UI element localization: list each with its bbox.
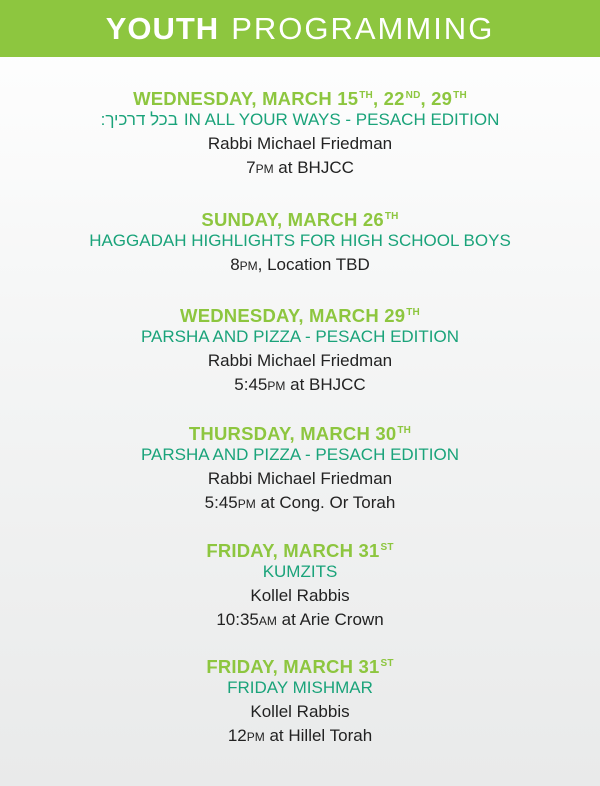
event-item (0, 652, 600, 748)
event-date: SUNDAY, MARCH 26TH (201, 209, 399, 230)
event-speaker: Rabbi Michael Friedman (207, 134, 393, 153)
event-item (0, 536, 600, 632)
page-header (0, 0, 600, 57)
event-date: WEDNESDAY, MARCH 15TH, 22ND, 29TH (133, 88, 467, 109)
event-speaker: Rabbi Michael Friedman (207, 351, 393, 370)
event-time: 12PM at Hillel Torah (227, 726, 373, 745)
header-title-bold: YOUTH (105, 10, 220, 46)
event-title: בכל דרכיך: IN ALL YOUR WAYS - PESACH EDITION (100, 110, 500, 129)
event-time: 7PM at BHJCC (246, 158, 354, 177)
event-title: PARSHA AND PIZZA - PESACH EDITION (140, 445, 460, 464)
event-title: FRIDAY MISHMAR (227, 678, 373, 697)
event-title: PARSHA AND PIZZA - PESACH EDITION (140, 327, 460, 346)
event-time: 5:45PM at Cong. Or Torah (204, 493, 396, 512)
event-speaker: Kollel Rabbis (250, 586, 350, 605)
event-hebrew-title: בכל דרכיך: (100, 110, 178, 129)
event-item (0, 301, 600, 397)
event-speaker: Rabbi Michael Friedman (207, 469, 393, 488)
event-speaker: Kollel Rabbis (250, 702, 350, 721)
event-date: WEDNESDAY, MARCH 29TH (180, 305, 420, 326)
event-time: 8PM, Location TBD (230, 255, 370, 274)
event-time: 10:35AM at Arie Crown (216, 610, 384, 629)
event-item (0, 205, 600, 277)
event-title: KUMZITS (262, 562, 338, 581)
event-date: FRIDAY, MARCH 31ST (206, 540, 394, 561)
event-title: HAGGADAH HIGHLIGHTS FOR HIGH SCHOOL BOYS (89, 231, 511, 250)
event-date: THURSDAY, MARCH 30TH (188, 423, 412, 444)
event-time: 5:45PM at BHJCC (234, 375, 366, 394)
event-item (0, 419, 600, 515)
event-date: FRIDAY, MARCH 31ST (206, 656, 394, 677)
header-title-light: PROGRAMMING (231, 10, 495, 46)
event-item (0, 84, 600, 180)
